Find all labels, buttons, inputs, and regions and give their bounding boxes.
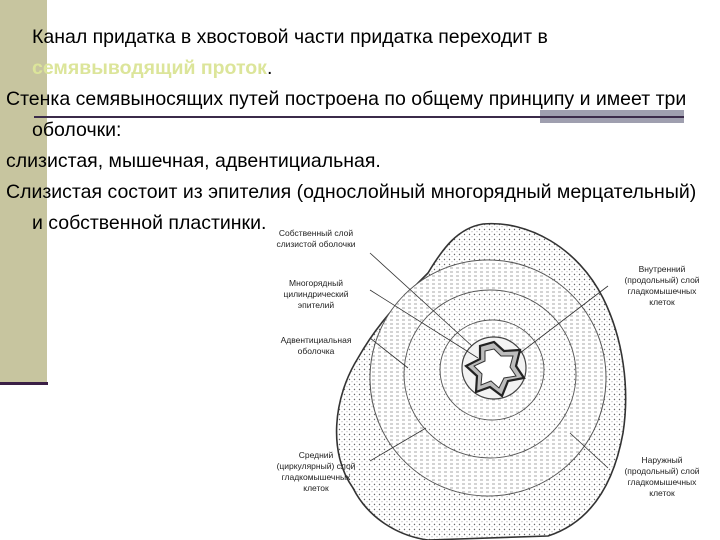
label-middle-line3: гладкомышечных [281, 472, 351, 482]
label-lamina-line1: Собственный слой [278, 228, 354, 238]
slide-body [0, 22, 700, 239]
left-accent-line [0, 382, 48, 385]
paragraph-1-end: . [266, 57, 273, 79]
label-epithelium-line1: Многорядный [289, 278, 343, 288]
histology-figure [258, 218, 720, 540]
paragraph-4: Слизистая состоит из эпителия (однослойный многорядный мерцательный) и собственной пластинки. [6, 181, 697, 234]
paragraph-3: слизистая, мышечная, адвентициальная. [6, 150, 381, 172]
label-outer-line1: Наружный [641, 455, 683, 465]
paragraph-2: Стенка семявыносящих путей построена по общему принципу и имеет три оболочки: [6, 88, 687, 141]
label-inner-line4: клеток [649, 297, 675, 307]
label-middle-line2: (циркулярный) слой [276, 461, 356, 471]
label-inner-line1: Внутренний [638, 264, 686, 274]
label-outer-line2: (продольный) слой [624, 466, 700, 476]
vas-deferens-cross-section [258, 218, 720, 540]
label-adventitia-line1: Адвентициальная [280, 335, 352, 345]
label-epithelium-line3: эпителий [297, 300, 335, 310]
label-outer-line4: клеток [649, 488, 675, 498]
label-epithelium-line2: цилиндрический [283, 289, 349, 299]
paragraph-1 [0, 22, 700, 84]
label-lamina-line2: слизистой оболочки [276, 239, 356, 249]
paragraph-1-text: Канал придатка в хвостовой части придатка переходит в [32, 26, 548, 48]
label-middle-line4: клеток [303, 483, 329, 493]
label-adventitia-line2: оболочка [297, 346, 335, 356]
highlight-term: семявыводящий проток [32, 57, 267, 79]
label-inner-line3: гладкомышечных [627, 286, 697, 296]
label-middle-line1: Средний [298, 450, 334, 460]
label-inner-line2: (продольный) слой [624, 275, 700, 285]
label-outer-line3: гладкомышечных [627, 477, 697, 487]
